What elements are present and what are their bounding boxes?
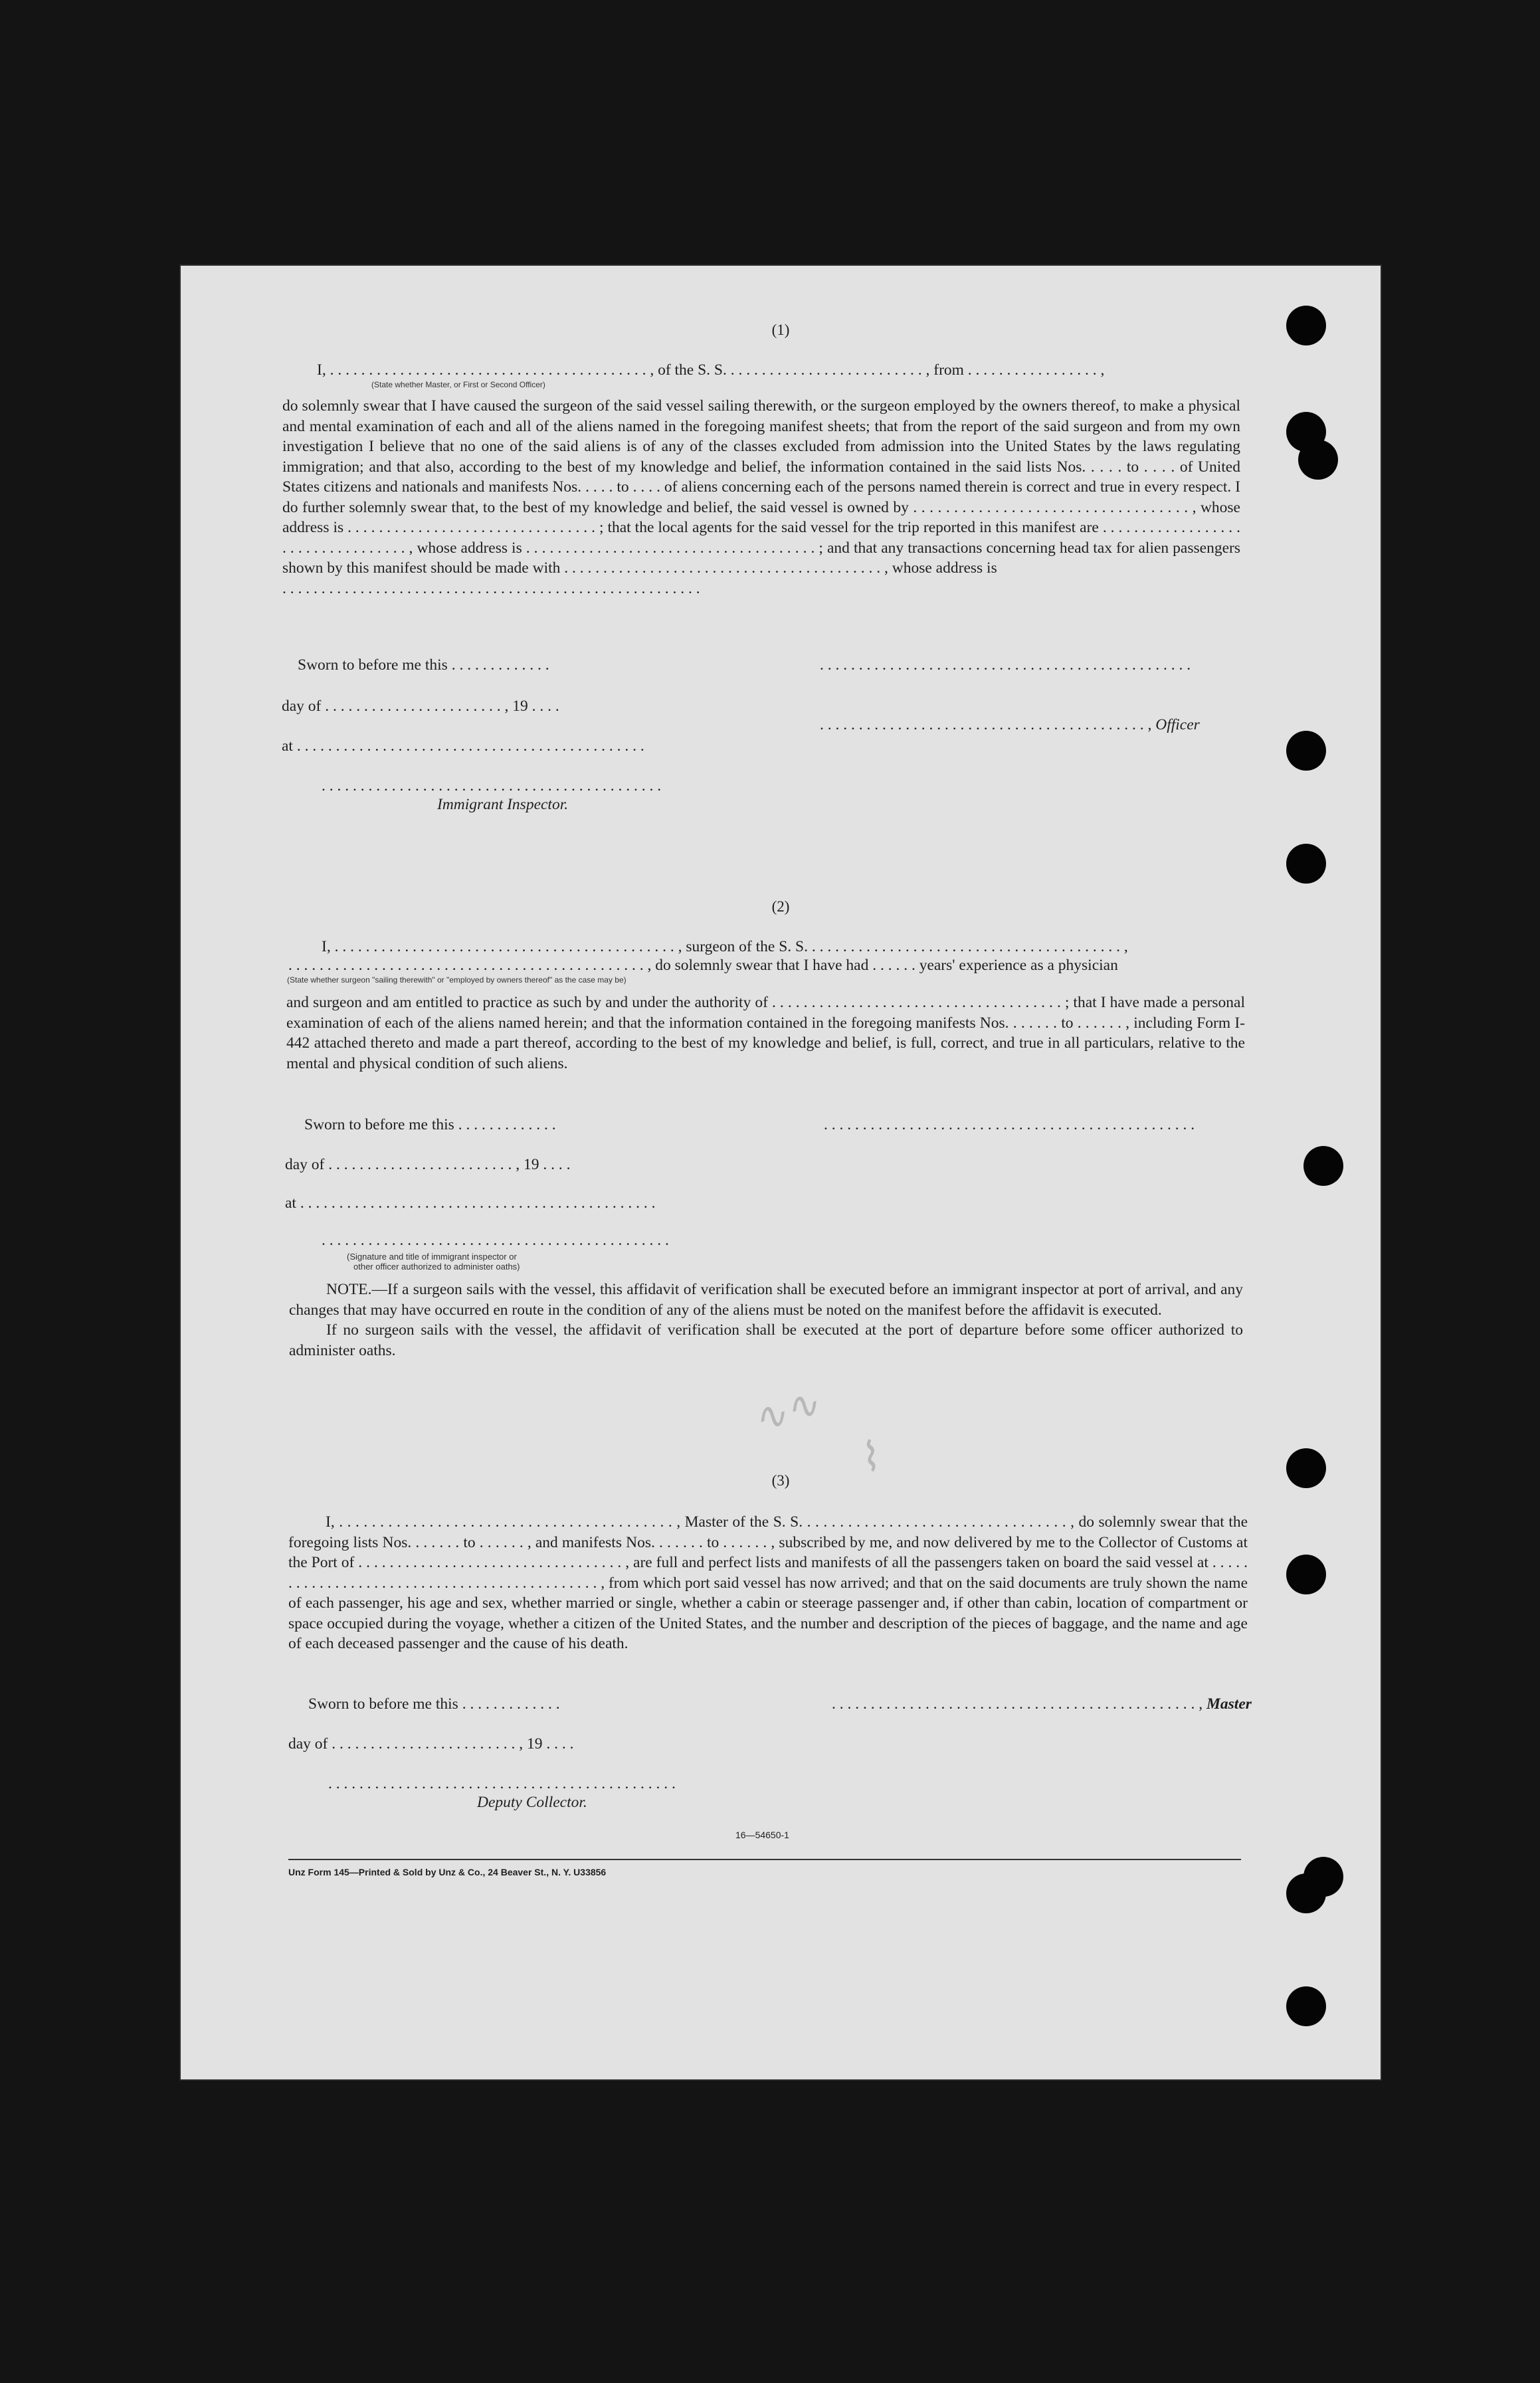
section-1-body-tail: . . . . . . . . . . . . . . . . . . . . . . . . . . . . . . . . . . . . . . . . . . . . . . . . . . . . . . bbox=[282, 579, 700, 597]
binder-hole bbox=[1286, 731, 1326, 771]
section-1-inspector-label: Immigrant Inspector. bbox=[437, 796, 569, 813]
binder-hole bbox=[1298, 440, 1338, 480]
section-2-at: at . . . . . . . . . . . . . . . . . . . . . . . . . . . . . . . . . . . . . . . . . . . . . . bbox=[285, 1194, 656, 1212]
section-1-hint: (State whether Master, or First or Second Officer) bbox=[371, 380, 545, 389]
section-3-sworn: Sworn to before me this . . . . . . . . . . . . . bbox=[308, 1695, 560, 1713]
section-3-deputy-label: Deputy Collector. bbox=[477, 1794, 587, 1811]
section-2-inspector-hint-2: other officer authorized to administer oaths) bbox=[353, 1262, 520, 1272]
binder-hole bbox=[1286, 1873, 1326, 1913]
section-3-body: I, . . . . . . . . . . . . . . . . . . . . . . . . . . . . . . . . . . . . . . . . . , Master of the S. S. . . . . . . . . . . . . . . . . . . . . . . . . . . . . . . . . , do solemnly swear that the foregoing lists Nos. . . . . . . to . . . . . . , and manifests Nos. . . . . . . to . . . . . . , subscribed by me, and now delivered by me to the Collector of Customs at the Port of . . . . . . . . . . . . . . . . . . . . . . . . . . . . . . . . . . , are full and perfect lists and manifests of all the passengers taken on board the said vessel at . . . . . . . . . . . . . . . . . . . . . . . . . . . . . . . . . . . . . . . . . . . . . , from which port said vessel has now arrived; and that on the said documents are truly shown the name of each passenger, his age and sex, whether married or single, whether a cabin or steerage passenger and, if other than cabin, location of compartment or space occupied during the voyage, whether a citizen of the United States, and the number and description of the pieces of baggage, and the name and age of each deceased passenger and the cause of his death. bbox=[288, 1513, 1248, 1652]
section-2-note-2: If no surgeon sails with the vessel, the affidavit of verification shall be executed at the port of departure before some officer authorized to administer oaths. bbox=[289, 1321, 1243, 1359]
section-2-day: day of . . . . . . . . . . . . . . . . . . . . . . . . , 19 . . . . bbox=[285, 1156, 571, 1173]
section-3-day: day of . . . . . . . . . . . . . . . . . . . . . . . . , 19 . . . . bbox=[288, 1735, 574, 1753]
section-1-heading: (1) bbox=[771, 322, 790, 338]
footer-rule bbox=[288, 1859, 1241, 1860]
section-2-heading: (2) bbox=[771, 898, 790, 915]
binder-hole bbox=[1286, 1986, 1326, 2026]
section-2-body: and surgeon and am entitled to practice as such by and under the authority of . . . . . . . . . . . . . . . . . . . . . . . . . . . . . . . . . . . . . ; that I have made a personal examination of each of the aliens named herein; and that the information contained in the foregoing manifests Nos. . . . . . . to . . . . . . , including Form I-442 attached thereto and made a part thereof, according to the best of my knowledge and belief, is full, correct, and true in all particulars, relative to the mental and physical condition of such aliens. bbox=[286, 994, 1245, 1072]
section-2-note bbox=[289, 1280, 1243, 1361]
binder-hole bbox=[1303, 1146, 1343, 1186]
section-1-signature-line: . . . . . . . . . . . . . . . . . . . . . . . . . . . . . . . . . . . . . . . . . . . . . . . . bbox=[820, 656, 1191, 674]
section-3-master-label: Master bbox=[1206, 1695, 1252, 1713]
manifest-page bbox=[181, 266, 1381, 2079]
faint-handwriting: ∿∿ bbox=[747, 1381, 824, 1443]
section-2-hint: (State whether surgeon "sailing therewith" or "employed by owners thereof" as the case may be) bbox=[287, 975, 626, 985]
section-2-inspector-hint-1: (Signature and title of immigrant inspector or bbox=[347, 1252, 517, 1262]
section-1-day: day of . . . . . . . . . . . . . . . . . . . . . . . , 19 . . . . bbox=[282, 698, 559, 715]
binder-hole bbox=[1286, 1555, 1326, 1594]
section-1-at: at . . . . . . . . . . . . . . . . . . . . . . . . . . . . . . . . . . . . . . . . . . . . . bbox=[282, 737, 644, 755]
section-1-officer-dots: . . . . . . . . . . . . . . . . . . . . . . . . . . . . . . . . . . . . . . . . . . , bbox=[820, 716, 1156, 733]
section-1-sworn: Sworn to before me this . . . . . . . . . . . . . bbox=[298, 656, 549, 674]
section-3-heading: (3) bbox=[771, 1472, 790, 1489]
printer-line: Unz Form 145—Printed & Sold by Unz & Co., 24 Beaver St., N. Y. U33856 bbox=[288, 1867, 607, 1877]
section-1-body bbox=[282, 396, 1240, 599]
section-1-inspector-dots: . . . . . . . . . . . . . . . . . . . . . . . . . . . . . . . . . . . . . . . . . . . . bbox=[322, 777, 662, 795]
section-3-master-line bbox=[832, 1694, 1252, 1714]
section-2-inspector-dots: . . . . . . . . . . . . . . . . . . . . . . . . . . . . . . . . . . . . . . . . . . . . . bbox=[322, 1232, 669, 1249]
section-1-first-line: I, . . . . . . . . . . . . . . . . . . . . . . . . . . . . . . . . . . . . . . . . . , of the S. S. . . . . . . . . . . . . . . . . . . . . . . . . . , from . . . . . . . . . . . . . . . . . , bbox=[317, 361, 1105, 379]
faint-handwriting: ⌇ bbox=[852, 1434, 884, 1482]
section-1-body-text: do solemnly swear that I have caused the surgeon of the said vessel sailing therewith, or the surgeon employed by the owners thereof, to make a physical and mental examination of each and all of the aliens named in the foregoing manifest sheets; that from the report of the said surgeon and from my own investigation I believe that no one of the said aliens is of any of the classes excluded from admission into the United States by the laws regulating immigration; and that also, according to the best of my knowledge and belief, the information contained in the said lists Nos. . . . . to . . . . of United States citizens and nationals and manifests Nos. . . . . to . . . . of aliens concerning each of the persons named therein is correct and true in every respect. I do further solemnly swear that, to the best of my knowledge and belief, the said vessel is owned by . . . . . . . . . . . . . . . . . . . . . . . . . . . . . . . . . . , whose address is . . . . . . . . . . . . . . . . . . . . . . . . . . . . . . . . ; that the local agents for the said vessel for the trip reported in this manifest are . . . . . . . . . . . . . . . . . . . . . . . . . . . . . . . . . . , whose address is . . . . . . . . . . . . . . . . . . . . . . . . . . . . . . . . . . . . . ; and that any transactions concerning head tax for alien passengers shown by this manifest should be made with . . . . . . . . . . . . . . . . . . . . . . . . . . . . . . . . . . . . . . . . . , whose address is bbox=[282, 397, 1240, 577]
section-2-first-line: I, . . . . . . . . . . . . . . . . . . . . . . . . . . . . . . . . . . . . . . . . . . . . , surgeon of the S. S. . . . . . . . . . . . . . . . . . . . . . . . . . . . . . . . . . . . . . . . . , bbox=[322, 938, 1128, 955]
section-1-officer-line bbox=[820, 715, 1200, 735]
section-2-sworn: Sworn to before me this . . . . . . . . . . . . . bbox=[304, 1116, 556, 1133]
binder-hole bbox=[1286, 844, 1326, 884]
section-2-signature-line: . . . . . . . . . . . . . . . . . . . . . . . . . . . . . . . . . . . . . . . . . . . . . . . . bbox=[824, 1116, 1195, 1133]
form-number: 16—54650-1 bbox=[735, 1830, 789, 1840]
section-1-officer-label: Officer bbox=[1155, 716, 1200, 733]
section-2-note-1: NOTE.—If a surgeon sails with the vessel, this affidavit of verification shall be executed before an immigrant inspector at port of arrival, and any changes that may have occurred en route in the condition of any of the aliens must be noted on the manifest before the affidavit is executed. bbox=[289, 1281, 1243, 1319]
section-2-second-line: . . . . . . . . . . . . . . . . . . . . . . . . . . . . . . . . . . . . . . . . . . . . . . , do solemnly swear that I have had . . . . . . years' experience as a physician bbox=[288, 957, 1118, 974]
section-3-deputy-dots: . . . . . . . . . . . . . . . . . . . . . . . . . . . . . . . . . . . . . . . . . . . . . bbox=[328, 1775, 676, 1792]
section-3-master-dots: . . . . . . . . . . . . . . . . . . . . . . . . . . . . . . . . . . . . . . . . . . . . . . . , bbox=[832, 1695, 1206, 1713]
